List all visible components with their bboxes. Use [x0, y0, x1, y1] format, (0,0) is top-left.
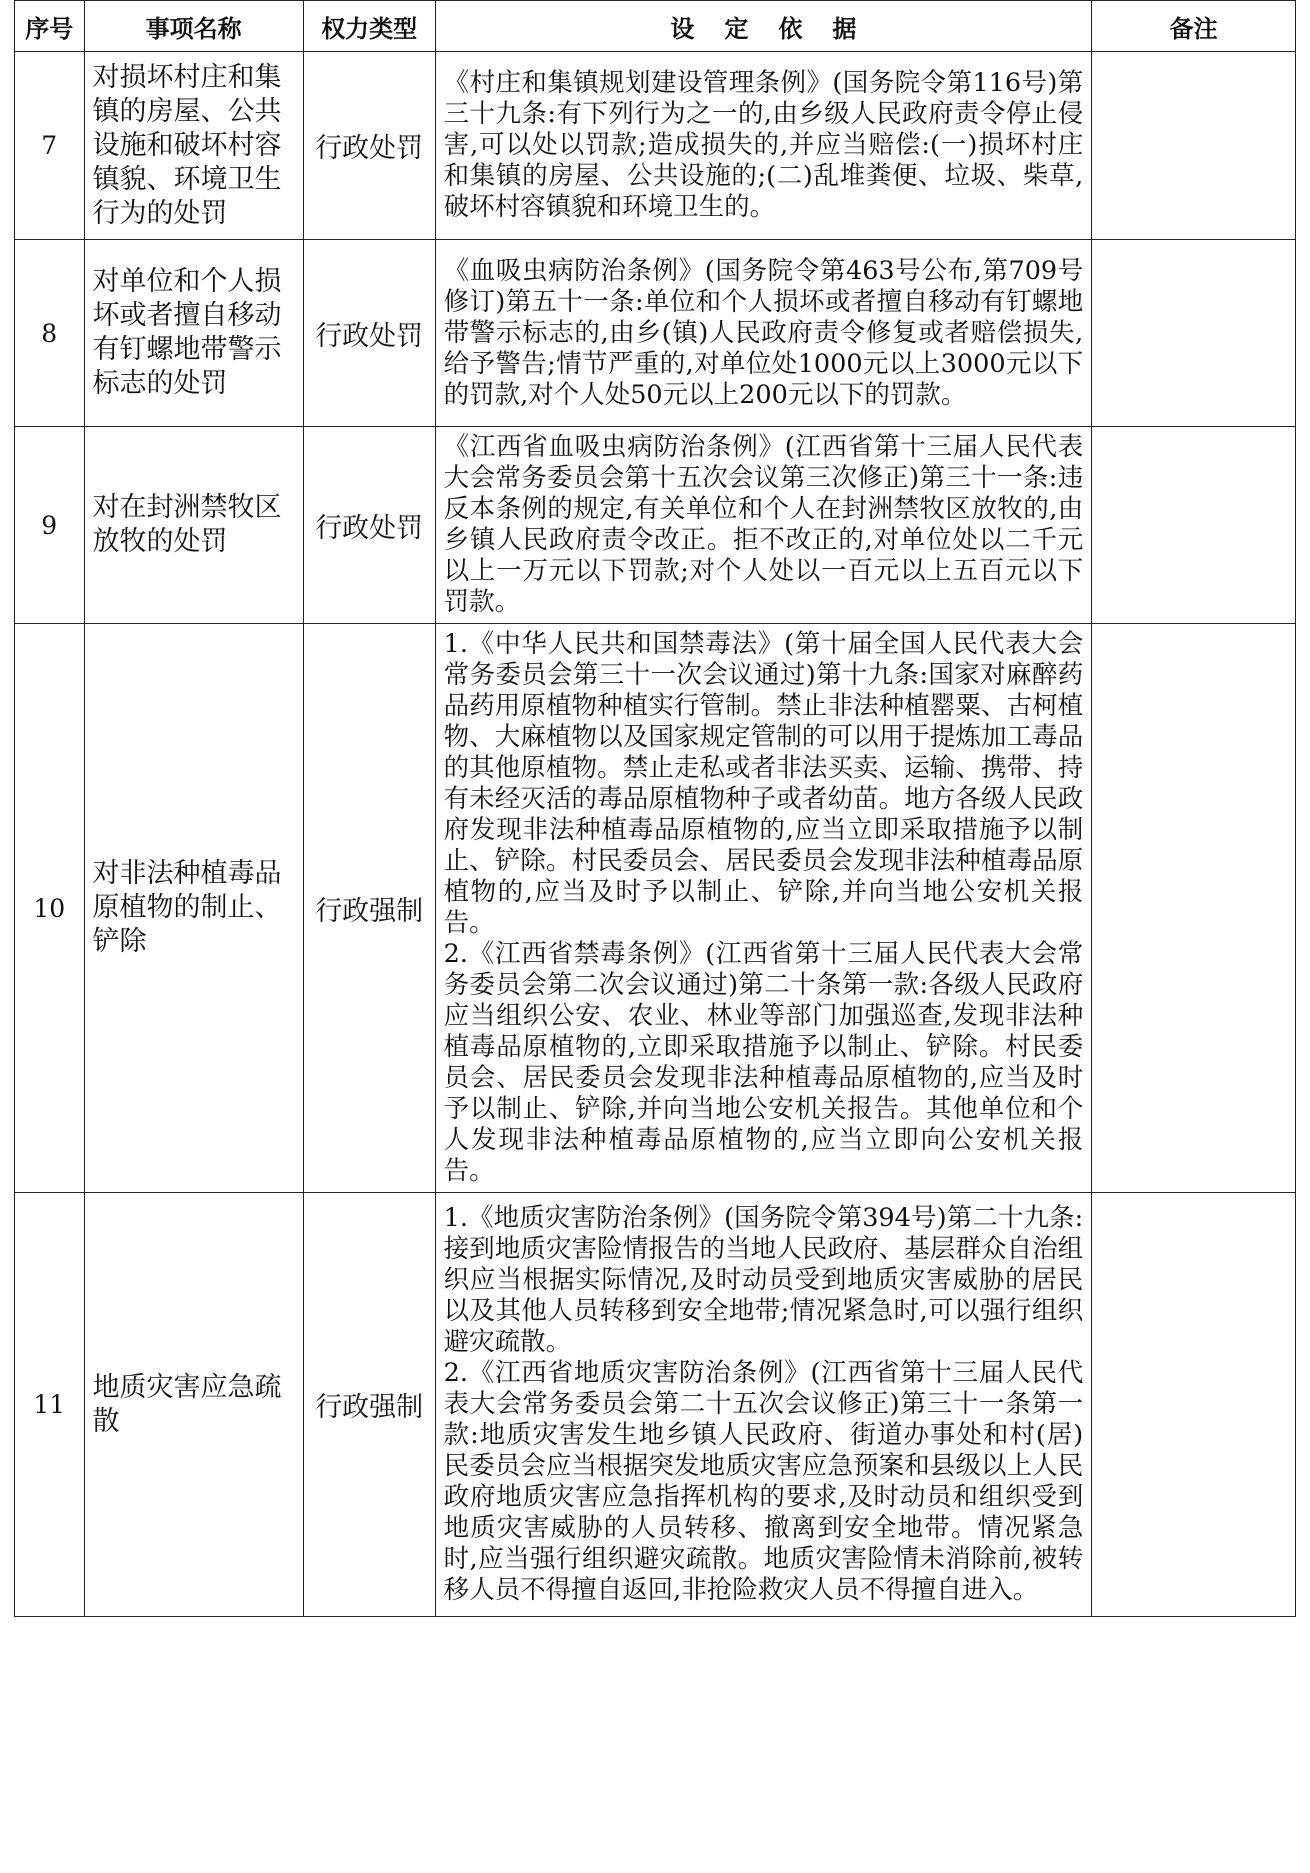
row-num: 7 — [15, 52, 85, 240]
row-num: 10 — [15, 624, 85, 1193]
row-item-name: 对损坏村庄和集镇的房屋、公共设施和破坏村容镇貌、环境卫生行为的处罚 — [84, 52, 303, 240]
basis-paragraph: 1.《地质灾害防治条例》(国务院令第394号)第二十九条:接到地质灾害险情报告的当地人民政府、基层群众自治组织应当根据实际情况,及时动员受到地质灾害威胁的居民以及其他人员转移到安全地带;情况紧急时,可以强行组织避灾疏散。 — [443, 1203, 1084, 1357]
row-item-name: 对单位和个人损坏或者擅自移动有钉螺地带警示标志的处罚 — [84, 240, 303, 427]
row-power-type: 行政处罚 — [303, 240, 435, 427]
row-basis — [435, 624, 1092, 1193]
document-page — [14, 0, 1296, 1617]
row-note — [1092, 624, 1296, 1193]
row-note — [1092, 1193, 1296, 1617]
row-item-name: 对在封洲禁牧区放牧的处罚 — [84, 427, 303, 624]
row-power-type: 行政处罚 — [303, 427, 435, 624]
header-basis: 设定依据 — [435, 1, 1092, 52]
basis-paragraph: 《村庄和集镇规划建设管理条例》(国务院令第116号)第三十九条:有下列行为之一的,由乡级人民政府责令停止侵害,可以处以罚款;造成损失的,并应当赔偿:(一)损坏村庄和集镇的房屋、公共设施的;(二)乱堆粪便、垃圾、柴草,破坏村容镇貌和环境卫生的。 — [443, 68, 1084, 222]
row-num: 11 — [15, 1193, 85, 1617]
table-header-row — [15, 1, 1296, 52]
header-num: 序号 — [15, 1, 85, 52]
row-num: 9 — [15, 427, 85, 624]
row-basis — [435, 427, 1092, 624]
table-row — [15, 240, 1296, 427]
row-note — [1092, 240, 1296, 427]
basis-paragraph: 《血吸虫病防治条例》(国务院令第463号公布,第709号修订)第五十一条:单位和个人损坏或者擅自移动有钉螺地带警示标志的,由乡(镇)人民政府责令修复或者赔偿损失,给予警告;情节严重的,对单位处1000元以上3000元以下的罚款,对个人处50元以上200元以下的罚款。 — [443, 255, 1084, 410]
row-basis — [435, 52, 1092, 240]
table-row — [15, 52, 1296, 240]
table-row — [15, 1193, 1296, 1617]
row-basis — [435, 1193, 1092, 1617]
row-power-type: 行政处罚 — [303, 52, 435, 240]
header-name: 事项名称 — [84, 1, 303, 52]
basis-paragraph: 2.《江西省禁毒条例》(江西省第十三届人民代表大会常务委员会第二次会议通过)第二十条第一款:各级人民政府应当组织公安、农业、林业等部门加强巡查,发现非法种植毒品原植物的,立即采取措施予以制止、铲除。村民委员会、居民委员会发现非法种植毒品原植物的,应当及时予以制止、铲除,并向当地公安机关报告。其他单位和个人发现非法种植毒品原植物的,应当立即向公安机关报告。 — [443, 939, 1084, 1186]
row-note — [1092, 52, 1296, 240]
power-items-table — [14, 0, 1296, 1617]
row-basis — [435, 240, 1092, 427]
basis-paragraph: 2.《江西省地质灾害防治条例》(江西省第十三届人民代表大会常务委员会第二十五次会议修正)第三十一条第一款:地质灾害发生地乡镇人民政府、街道办事处和村(居)民委员会应当根据突发地质灾害应急预案和县级以上人民政府地质灾害应急指挥机构的要求,及时动员和组织受到地质灾害威胁的人员转移、撤离到安全地带。情况紧急时,应当强行组织避灾疏散。地质灾害险情未消除前,被转移人员不得擅自返回,非抢险救灾人员不得擅自进入。 — [443, 1358, 1084, 1605]
row-num: 8 — [15, 240, 85, 427]
row-item-name: 对非法种植毒品原植物的制止、铲除 — [84, 624, 303, 1193]
row-power-type: 行政强制 — [303, 624, 435, 1193]
row-item-name: 地质灾害应急疏散 — [84, 1193, 303, 1617]
table-row — [15, 427, 1296, 624]
basis-paragraph: 1.《中华人民共和国禁毒法》(第十届全国人民代表大会常务委员会第三十一次会议通过)第十九条:国家对麻醉药品药用原植物种植实行管制。禁止非法种植罂粟、古柯植物、大麻植物以及国家规定管制的可以用于提炼加工毒品的其他原植物。禁止走私或者非法买卖、运输、携带、持有未经灭活的毒品原植物种子或者幼苗。地方各级人民政府发现非法种植毒品原植物的,应当立即采取措施予以制止、铲除。村民委员会、居民委员会发现非法种植毒品原植物的,应当及时予以制止、铲除,并向当地公安机关报告。 — [443, 629, 1084, 938]
table-row — [15, 624, 1296, 1193]
row-power-type: 行政强制 — [303, 1193, 435, 1617]
basis-paragraph: 《江西省血吸虫病防治条例》(江西省第十三届人民代表大会常务委员会第十五次会议第三次修正)第三十一条:违反本条例的规定,有关单位和个人在封洲禁牧区放牧的,由乡镇人民政府责令改正。拒不改正的,对单位处以二千元以上一万元以下罚款;对个人处以一百元以上五百元以下罚款。 — [443, 432, 1084, 617]
header-note: 备注 — [1092, 1, 1296, 52]
row-note — [1092, 427, 1296, 624]
header-type: 权力类型 — [303, 1, 435, 52]
